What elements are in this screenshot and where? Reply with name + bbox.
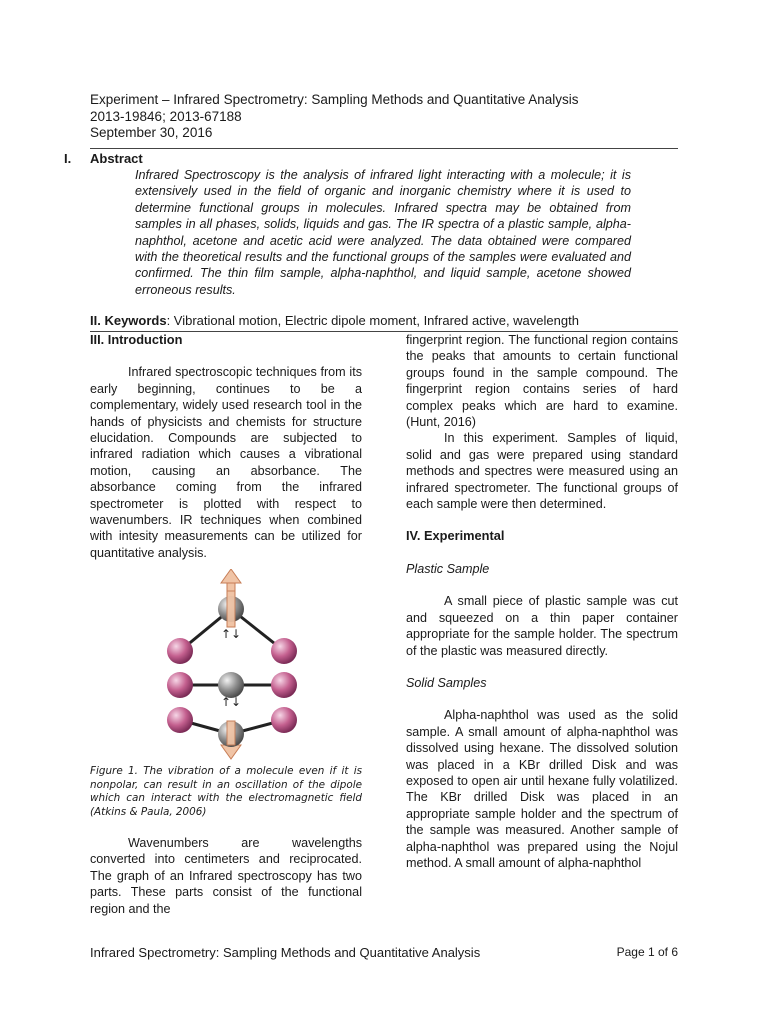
solid-samples-heading: Solid Samples	[406, 675, 487, 690]
document-date: September 30, 2016	[90, 125, 213, 140]
introduction-paragraph-2-continued: fingerprint region. The functional region contains the peaks that amounts to certain functional groups found in the sample compound. The fingerprint region contains series of hard complex peaks which are hard to examine. (Hunt, 2016)	[406, 333, 678, 430]
dipole-symbol-lower: ↑↓	[220, 695, 242, 710]
document-header	[90, 92, 579, 142]
introduction-paragraph-1: Infrared spectroscopic techniques from its early beginning, continues to be a complementary, widely used research tool in the hands of physicists and chemists for structure elucidation. Compounds are subjected to infrared radiation which causes a vibrational motion, causing an absorbance. The absorbance coming from the infrared spectrometer is plotted with respect to wavenumbers. IR techniques when combined with intesity measurements can be utilized for quantitative analysis.	[90, 365, 362, 560]
keywords	[90, 313, 579, 328]
left-column	[90, 332, 362, 917]
atom-outer	[167, 672, 193, 698]
molecule-vibration-figure	[90, 569, 362, 765]
molecule-diagram	[90, 569, 362, 765]
keywords-heading: II. Keywords	[90, 313, 167, 328]
footer-title: Infrared Spectrometry: Sampling Methods and Quantitative Analysis	[90, 945, 481, 960]
right-column	[406, 332, 678, 871]
document-title: Experiment – Infrared Spectrometry: Sampling Methods and Quantitative Analysis	[90, 92, 579, 107]
plastic-sample-heading: Plastic Sample	[406, 561, 490, 576]
abstract-heading-text: Abstract	[90, 151, 143, 166]
dipole-symbol-upper: ↑↓	[220, 627, 242, 642]
abstract-number: I.	[64, 151, 72, 166]
keywords-text: : Vibrational motion, Electric dipole moment, Infrared active, wavelength	[166, 313, 579, 328]
plastic-sample-paragraph: A small piece of plastic sample was cut and squeezed on a thin paper container appropriate for the sample holder. The spectrum of the plastic was measured directly.	[406, 594, 678, 658]
introduction-heading: III. Introduction	[90, 332, 183, 347]
student-ids: 2013-19846; 2013-67188	[90, 108, 242, 124]
abstract-text: Infrared Spectroscopy is the analysis of infrared light interacting with a molecule; it is extensively used in the field of organic and inorganic chemistry where it is used to determine functional groups in molecules. Infrared spectra may be obtained from samples in all phases, solids, liquids and gas. The IR spectra of a plastic sample, alpha-naphthol, acetone and acetic acid were analyzed. The data obtained were compared with the theoretical results and the functional groups of the samples were evaluated and confirmed. The thin film sample, alpha-naphthol, and liquid sample, acetone showed erroneous results.	[135, 168, 631, 297]
atom-outer	[271, 707, 297, 733]
solid-samples-paragraph: Alpha-naphthol was used as the solid sample. A small amount of alpha-naphthol was dissolved using hexane. The dissolved solution was placed in a KBr drilled Disk and was exposed to open air until hexane fully volatilized. The KBr drilled Disk was placed in an appropriate sample holder and the spectrum of the sample was measured. Another sample of alpha-naphthol was prepared using the Nojul method. A small amount of alpha-naphthol	[406, 708, 678, 870]
atom-outer	[271, 638, 297, 664]
atom-outer	[167, 638, 193, 664]
atom-outer	[271, 672, 297, 698]
figure-caption: Figure 1. The vibration of a molecule even if it is nonpolar, can result in an oscillation of the dipole which can interact with the electromagnetic field (Atkins & Paula, 2006)	[90, 765, 362, 818]
page-number: Page 1 of 6	[616, 945, 678, 959]
experimental-heading: IV. Experimental	[406, 528, 505, 544]
header-rule	[90, 148, 678, 149]
page-footer	[90, 945, 678, 960]
introduction-paragraph-2: Wavenumbers are wavelengths converted into centimeters and reciprocated. The graph of an Infrared spectroscopy has two parts. These parts consist of the functional region and the	[90, 835, 362, 916]
introduction-paragraph-3: In this experiment. Samples of liquid, solid and gas were prepared using standard methods and spectres were measured using an infrared spectrometer. The functional groups of each sample were then determined.	[406, 431, 678, 512]
atom-outer	[167, 707, 193, 733]
abstract-heading	[64, 151, 143, 166]
